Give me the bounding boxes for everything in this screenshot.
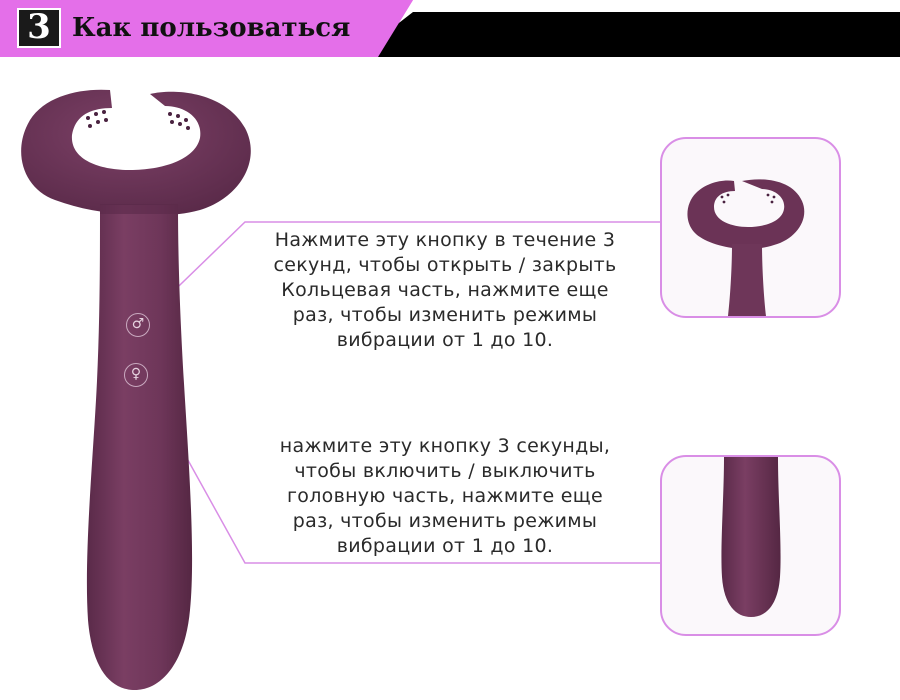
- head-part-image: [662, 457, 839, 634]
- instruction-line: Кольцевая часть, нажмите еще: [281, 279, 609, 301]
- step-number: 3: [27, 7, 51, 47]
- page-title: Как пользоваться: [72, 13, 351, 43]
- instruction-line: чтобы включить / выключить: [294, 460, 596, 482]
- head-button-instruction: [235, 434, 655, 559]
- instruction-line: головную часть, нажмите еще: [287, 485, 603, 507]
- ring-mode-button[interactable]: [126, 313, 150, 337]
- instruction-line: нажмите эту кнопку 3 секунды,: [279, 435, 611, 457]
- ring-button-instruction: [235, 228, 655, 353]
- head-mode-button[interactable]: [124, 363, 148, 387]
- ring-part-image: [662, 139, 839, 316]
- male-symbol-icon: ♂: [131, 316, 145, 332]
- instruction-line: Нажмите эту кнопку в течение 3: [274, 229, 616, 251]
- instruction-line: вибрации от 1 до 10.: [336, 535, 554, 557]
- instruction-line: вибрации от 1 до 10.: [336, 329, 554, 351]
- instruction-line: раз, чтобы изменить режимы: [292, 304, 598, 326]
- instruction-line: секунд, чтобы открыть / закрыть: [273, 254, 617, 276]
- head-part-thumbnail: [660, 455, 841, 636]
- ring-part-thumbnail: [660, 137, 841, 318]
- female-symbol-icon: ♀: [130, 366, 142, 382]
- instruction-line: раз, чтобы изменить режимы: [292, 510, 598, 532]
